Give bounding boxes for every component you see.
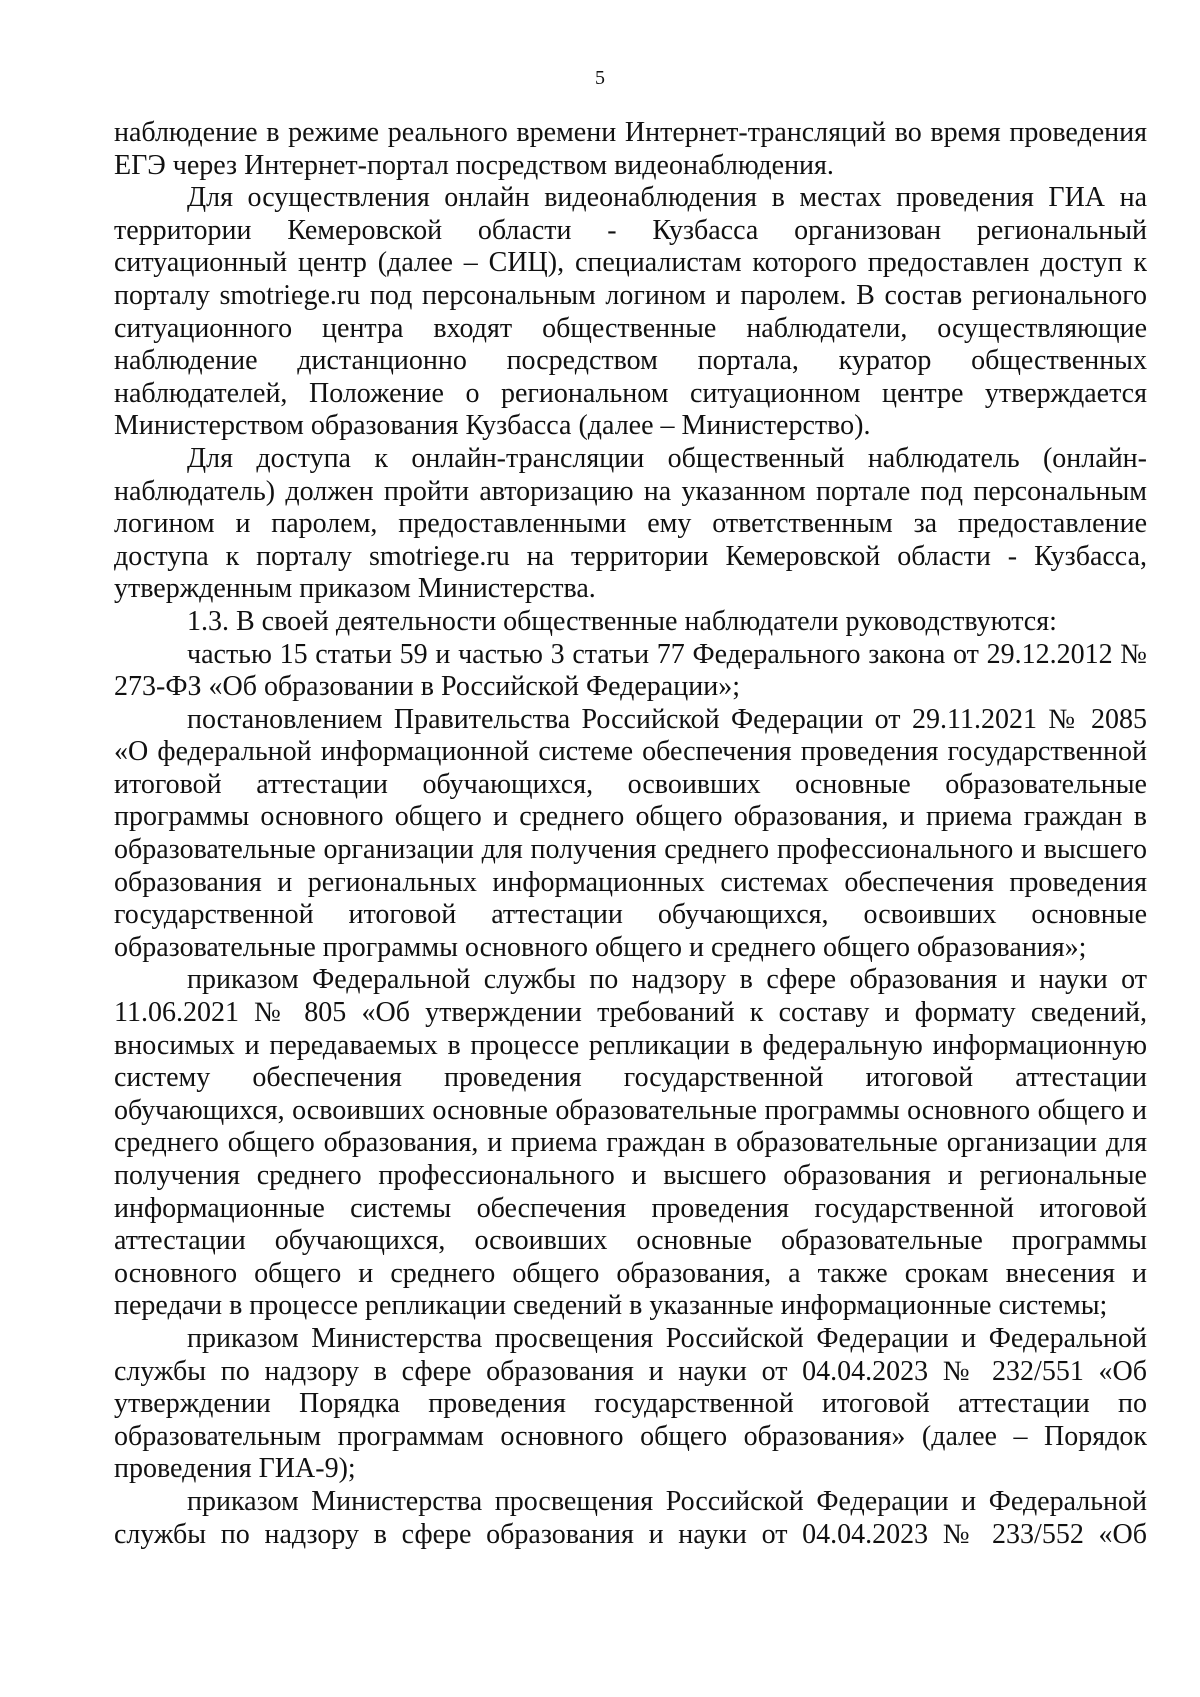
paragraph-6: постановлением Правительства Российской Федерации от 29.11.2021 № 2085 «О федеральной информационной системе обеспечения проведения государственной итоговой аттестации обучающихся, освоивших основные образовательные программы основного общего и среднего общего образования, и приема граждан в образовательные организации для получения среднего профессионального и высшего образования и региональных информационных системах обеспечения проведения государственной итоговой аттестации обучающихся, освоивших основные образовательные программы основного общего и среднего общего образования»; <box>114 703 1147 963</box>
page-number: 5 <box>595 67 605 89</box>
paragraph-1: наблюдение в режиме реального времени Интернет-трансляций во время проведения ЕГЭ через Интернет-портал посредством видеонаблюдения. <box>114 117 1147 181</box>
paragraph-8: приказом Министерства просвещения Российской Федерации и Федеральной службы по надзору в сфере образования и науки от 04.04.2023 № 232/551 «Об утверждении Порядка проведения государственной итоговой аттестации по образовательным программам основного общего образования» (далее – Порядок проведения ГИА-9); <box>114 1322 1147 1485</box>
paragraph-7: приказом Федеральной службы по надзору в сфере образования и науки от 11.06.2021 № 805 «Об утверждении требований к составу и формату сведений, вносимых и передаваемых в процессе репликации в федеральную информационную систему обеспечения проведения государственной итоговой аттестации обучающихся, освоивших основные образовательные программы основного общего и среднего общего образования, и приема граждан в образовательные организации для получения среднего профессионального и высшего образования и региональные информационные системы обеспечения проведения государственной итоговой аттестации обучающихся, освоивших основные образовательные программы основного общего и среднего общего образования, а также срокам внесения и передачи в процессе репликации сведений в указанные информационные системы; <box>114 964 1147 1322</box>
paragraph-5: частью 15 статьи 59 и частью 3 статьи 77 Федерального закона от 29.12.2012 № 273-ФЗ «Об образовании в Российской Федерации»; <box>114 638 1147 703</box>
paragraph-9: приказом Министерства просвещения Российской Федерации и Федеральной службы по надзору в сфере образования и науки от 04.04.2023 № 233/552 «Об <box>114 1485 1147 1550</box>
paragraph-4: 1.3. В своей деятельности общественные наблюдатели руководствуются: <box>187 605 1057 637</box>
paragraph-2: Для осуществления онлайн видеонаблюдения в местах проведения ГИА на территории Кемеровской области - Кузбасса организован региональный ситуационный центр (далее – СИЦ), специалистам которого предоставлен доступ к порталу smotriege.ru под персональным логином и паролем. В состав регионального ситуационного центра входят общественные наблюдатели, осуществляющие наблюдение дистанционно посредством портала, куратор общественных наблюдателей, Положение о региональном ситуационном центре утверждается Министерством образования Кузбасса (далее – Министерство). <box>114 182 1147 442</box>
paragraph-3: Для доступа к онлайн-трансляции общественный наблюдатель (онлайн-наблюдатель) должен пройти авторизацию на указанном портале под персональным логином и паролем, предоставленными ему ответственным за предоставление доступа к порталу smotriege.ru на территории Кемеровской области - Кузбасса, утвержденным приказом Министерства. <box>114 442 1147 605</box>
document-body <box>114 117 1147 1551</box>
